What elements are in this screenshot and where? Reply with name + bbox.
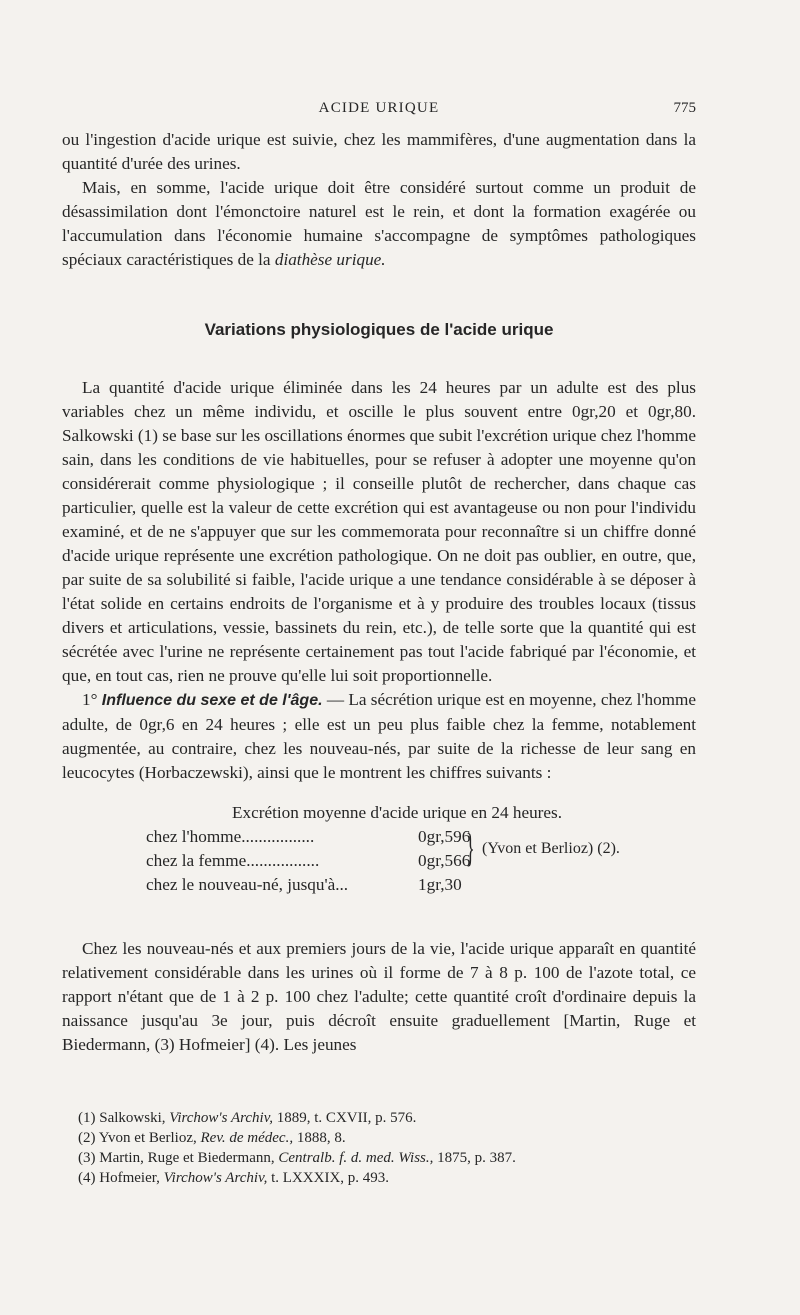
footnote-source: Centralb. f. d. med. Wiss., [278, 1150, 434, 1166]
brace-glyph: } [466, 825, 475, 870]
footnote-source: Virchow's Archiv, [163, 1170, 268, 1186]
footnote-rest: 1888, 8. [296, 1130, 346, 1146]
italic-term: diathèse urique. [274, 250, 386, 269]
row-value: 1gr,30 [418, 875, 462, 894]
footnote [78, 1148, 698, 1168]
paragraph-continuation: ou l'ingestion d'acide urique est suivie, chez les mammifères, d'une augmentation dans la quantité d'urée des urines. [62, 130, 696, 173]
page-body [62, 128, 696, 1057]
footnote-number: (4) [78, 1170, 96, 1186]
subheading: Influence du sexe et de l'âge. [101, 692, 323, 709]
footnote-author: Martin, Ruge et Biedermann, [99, 1150, 275, 1166]
footnotes [78, 1108, 698, 1188]
item-number: 1° [82, 690, 98, 709]
row-label: chez l'homme................. [146, 827, 315, 846]
footnote-rest: 1889, t. CXVII, p. 576. [276, 1110, 417, 1126]
running-title: ACIDE URIQUE [318, 100, 440, 116]
footnote-author: Salkowski, [99, 1110, 166, 1126]
footnote-author: Hofmeier, [99, 1170, 160, 1186]
page-number: 775 [673, 100, 696, 116]
section-title: Variations physiologiques de l'acide urique [204, 320, 554, 339]
paragraph-diathese [62, 176, 696, 272]
footnote-number: (1) [78, 1110, 96, 1126]
paragraph-quantity: La quantité d'acide urique éliminée dans les 24 heures par un adulte est des plus variables chez un même individu, et oscille le plus souvent entre 0gr,20 et 0gr,80. Salkowski (1) se base sur les oscillations énormes que subit l'excrétion urique chez l'homme sain, dans les conditions de vie habituelles, pour se refuser à adopter une moyenne qu'on considérerait comme physiologique ; il conseille plutôt de rechercher, dans chaque cas particulier, quelle est la valeur de cette excrétion qui est avantageuse ou non pour l'individu examiné, et de ne s'appuyer que sur les commemorata pour reconnaître si un chiffre donné d'acide urique représente une excrétion pathologique. On ne doit pas oublier, en outre, que, par suite de sa solubilité si faible, l'acide urique a une tendance considérable à se déposer à l'état solide en certains endroits de l'organisme et à y produire des troubles locaux (tissus divers et articulations, vessie, bassinets du rein, etc.), de telle sorte que la quantité qui est sécrétée avec l'urine ne représente certainement pas tout l'acide fabriqué par l'économie, et que, en tout cas, rien ne prouve qu'elle lui soit proportionnelle. [62, 378, 696, 685]
row-value: 0gr,566 [418, 851, 471, 870]
row-label: chez le nouveau-né, jusqu'à... [146, 875, 349, 894]
footnote-rest: t. LXXXIX, p. 493. [271, 1170, 390, 1186]
footnote-source: Rev. de médec., [200, 1130, 294, 1146]
table-caption: Excrétion moyenne d'acide urique en 24 heures. [232, 803, 563, 822]
brace-note: (Yvon et Berlioz) (2). [482, 840, 620, 857]
excretion-table [62, 801, 696, 921]
footnote [78, 1128, 698, 1148]
table-row [146, 873, 466, 897]
row-value: 0gr,596 [418, 827, 471, 846]
footnote-number: (3) [78, 1150, 96, 1166]
footnote-rest: 1875, p. 387. [437, 1150, 516, 1166]
paragraph-newborns: Chez les nouveau-nés et aux premiers jours de la vie, l'acide urique apparaît en quantité relativement considérable dans les urines où il forme de 7 à 8 p. 100 de l'azote total, ce rapport n'étant que de 1 à 2 p. 100 chez l'adulte; cette quantité croît d'ordinaire depuis la naissance jusqu'au 3e jour, puis décroît ensuite graduellement [Martin, Ruge et Biedermann, (3) Hofmeier] (4). Les jeunes [62, 939, 696, 1054]
paragraph-sex-age [62, 688, 696, 785]
table-row [146, 825, 471, 849]
row-label: chez la femme................. [146, 851, 320, 870]
paragraph-text: Mais, en somme, l'acide urique doit être considéré surtout comme un produit de désassimilation dont l'émonctoire naturel est le rein, et dont la formation exagérée ou l'accumulation dans l'économie humaine s'accompagne de symptômes pathologiques spéciaux caractéristiques de la [62, 178, 696, 269]
footnote-author: Yvon et Berlioz, [98, 1130, 197, 1146]
table-row [146, 849, 471, 873]
page-header [62, 100, 696, 124]
footnote [78, 1108, 698, 1128]
footnote-number: (2) [78, 1130, 96, 1146]
paragraph-text: — La sécrétion urique est en moyenne, chez l'homme adulte, de 0gr,6 en 24 heures ; elle est un peu plus faible chez la femme, notablement augmentée, au contraire, chez les nouveau-nés, par suite de la richesse de leur sang en leucocytes (Horbaczewski), ainsi que le montrent les chiffres suivants : [62, 690, 697, 782]
footnote-source: Virchow's Archiv, [169, 1110, 274, 1126]
footnote [78, 1168, 698, 1188]
